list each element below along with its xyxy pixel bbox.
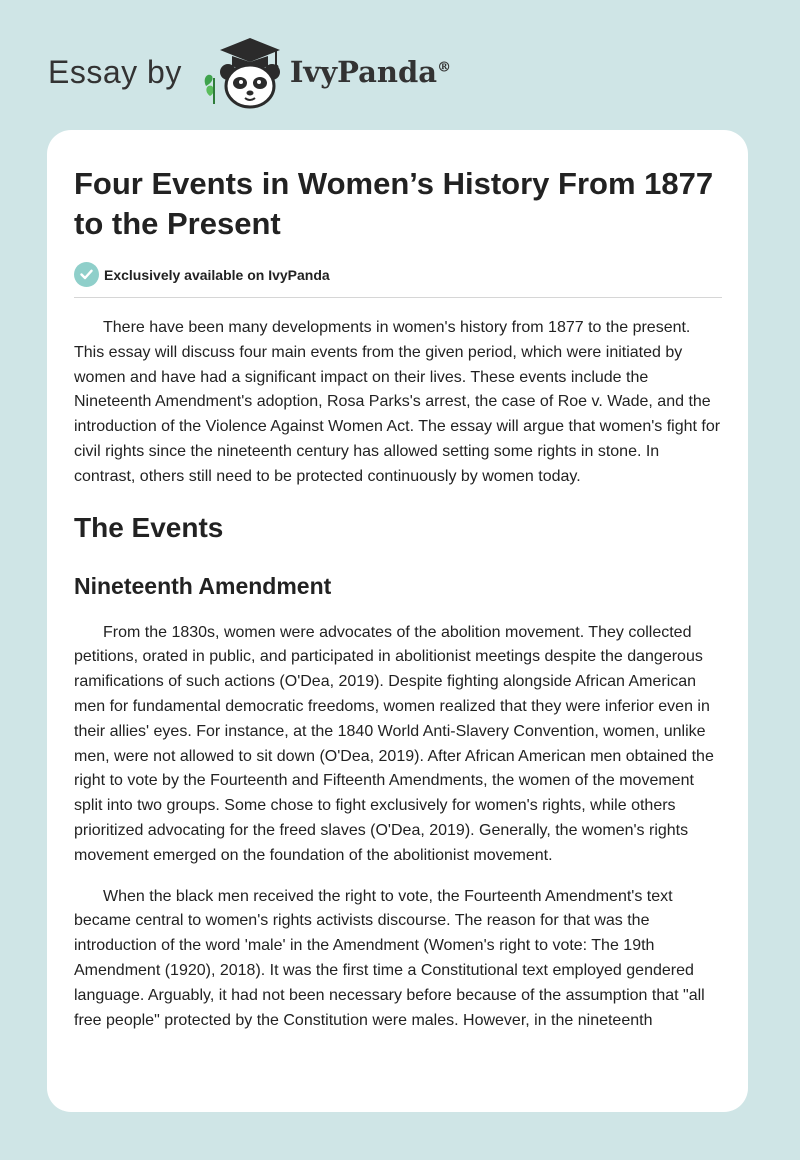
essay-card [47, 130, 748, 1112]
panda-graduate-icon[interactable] [200, 34, 284, 110]
subsection-heading: Nineteenth Amendment [74, 572, 332, 599]
exclusive-badge [74, 262, 722, 298]
exclusive-label: Exclusively available on IvyPanda [104, 266, 330, 283]
registered-mark: ® [437, 59, 452, 76]
page-title: Four Events in Women’s History From 1877 to the Present [74, 166, 714, 241]
body-paragraph-1: From the 1830s, women were advocates of the abolition movement. They collected petitions, orated in public, and participated in abolitionist meetings despite the dangerous ramifications of such actions (O'Dea, 2019). Despite fighting alongside African American men for fundamental democratic freedoms, women realized that they were inferior even in their allies' eyes. For instance, at the 1840 World Anti-Slavery Convention, women, unlike men, were not allowed to sit down (O'Dea, 2019). After African American men obtained the right to vote by the Fourteenth and Fifteenth Amendments, the women of the movement split into two groups. Some chose to fight exclusively for women's rights, while others prioritized advocating for the freed slaves (O'Dea, 2019). Generally, the women's rights movement emerged on the foundation of the abolitionist movement. [74, 623, 714, 864]
check-circle-icon [74, 262, 99, 287]
body-paragraph-2: When the black men received the right to vote, the Fourteenth Amendment's text became central to women's rights activists discourse. The reason for that was the introduction of the word 'male' in the Amendment (Women's right to vote: The 19th Amendment (1920), 2018). It was the first time a Constitutional text employed gendered language. Arguably, it had not been necessary before because of the assumption that "all free people" protected by the Constitution were males. However, in the nineteenth [74, 887, 705, 1029]
essay-by-label: Essay by [48, 53, 182, 90]
section-heading: The Events [74, 511, 224, 543]
site-header [48, 34, 451, 110]
intro-paragraph: There have been many developments in women's history from 1877 to the present. This essay will discuss four main events from the given period, which were initiated by women and have had a significant impact on their lives. These events include the Nineteenth Amendment's adoption, Rosa Parks's arrest, the case of Roe v. Wade, and the introduction of the Violence Against Women Act. The essay will argue that women's fight for civil rights since the nineteenth century has allowed setting some rights in stone. In contrast, others still need to be protected continuously by women today. [74, 319, 721, 485]
brand-name[interactable]: IvyPanda® [289, 55, 452, 89]
